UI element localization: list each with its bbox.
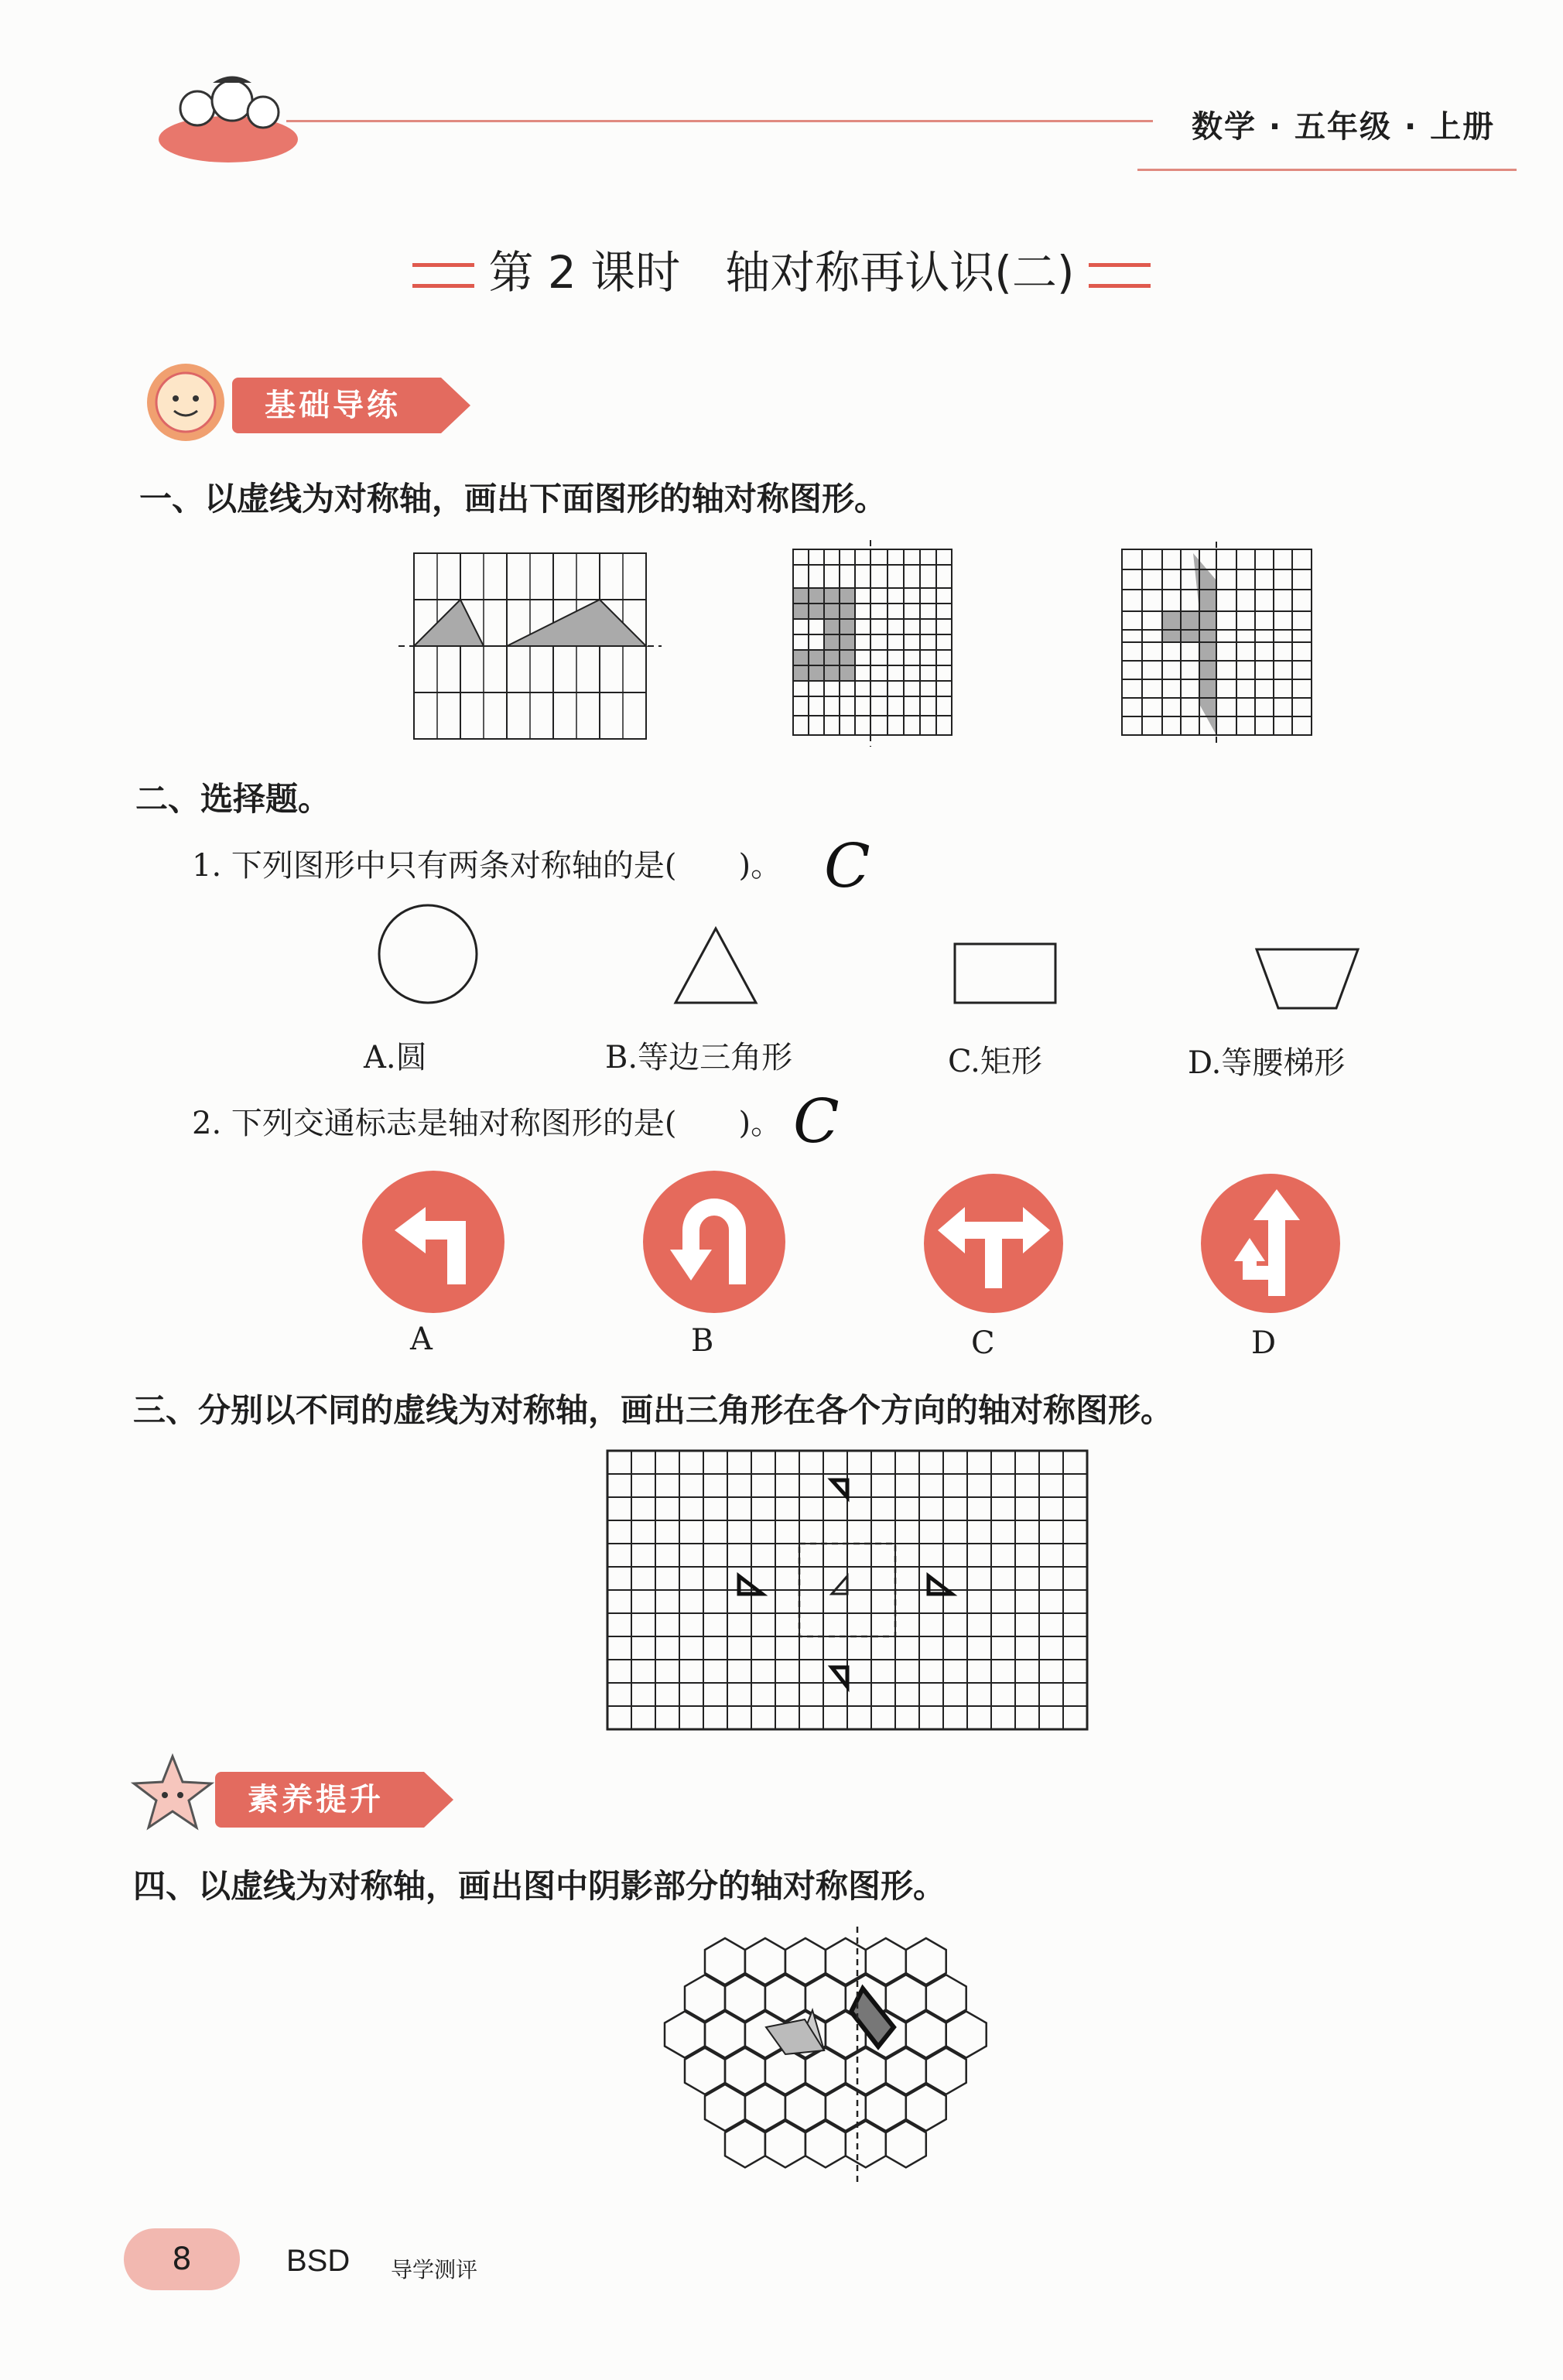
option-2-2-d: D: [1251, 1325, 1277, 1361]
option-2-1-b: B.等边三角形: [605, 1040, 793, 1075]
title-bar-left: [412, 263, 474, 288]
trapezoid-shape: [1255, 948, 1360, 1010]
question-4: 四、以虚线为对称轴，画出图中阴影部分的轴对称图形。: [133, 1867, 946, 1905]
triangle-shape: [673, 927, 758, 1004]
answer-2-2: C: [793, 1087, 840, 1157]
question-2: 二、选择题。: [135, 780, 331, 818]
question-3: 三、分别以不同的虚线为对称轴，画出三角形在各个方向的轴对称图形。: [133, 1391, 1174, 1429]
page-number: 8: [124, 2228, 240, 2290]
rectangle-shape: [953, 942, 1058, 1004]
option-2-1-a: A.圆: [364, 1040, 427, 1075]
star-icon: [130, 1753, 215, 1830]
header-rule: [286, 120, 1153, 122]
circle-shape: [378, 904, 478, 1004]
question-2-1: 1. 下列图形中只有两条对称轴的是( )。: [192, 848, 782, 884]
q1-grid-1: [414, 553, 646, 743]
section-tag-advanced: 素养提升: [215, 1772, 424, 1828]
question-1: 一、以虚线为对称轴，画出下面图形的轴对称图形。: [139, 480, 888, 518]
section-tag-basic: 基础导练: [232, 378, 441, 433]
header-mascot: [151, 66, 306, 166]
q4-hex-grid: [665, 1934, 1029, 2190]
footer-sub: 导学测评: [391, 2257, 478, 2283]
sun-icon: [143, 360, 228, 445]
footer-brand: BSD: [286, 2244, 351, 2278]
sign-left-right-turn-icon: [922, 1172, 1065, 1315]
header-subject: 数学 · 五年级 · 上册: [1192, 109, 1496, 145]
option-2-2-c: C: [971, 1325, 995, 1361]
header-rule-2: [1137, 169, 1517, 171]
option-2-1-d: D.等腰梯形: [1188, 1045, 1346, 1081]
sign-u-turn-icon: [641, 1168, 788, 1315]
q1-grid-2: [793, 549, 956, 751]
question-2-2: 2. 下列交通标志是轴对称图形的是( )。: [192, 1106, 782, 1141]
q1-grid-3: [1122, 549, 1315, 751]
sign-straight-left-icon: [1199, 1172, 1342, 1315]
sign-left-turn-icon: [360, 1168, 507, 1315]
page-title: 第 2 课时 轴对称再认识(二): [0, 236, 1563, 301]
option-2-1-c: C.矩形: [948, 1044, 1042, 1079]
q3-grid: [607, 1451, 1087, 1737]
title-bar-right: [1089, 263, 1151, 288]
option-2-2-a: A: [410, 1322, 433, 1357]
option-2-2-b: B: [691, 1323, 714, 1359]
answer-2-1: C: [824, 832, 870, 901]
